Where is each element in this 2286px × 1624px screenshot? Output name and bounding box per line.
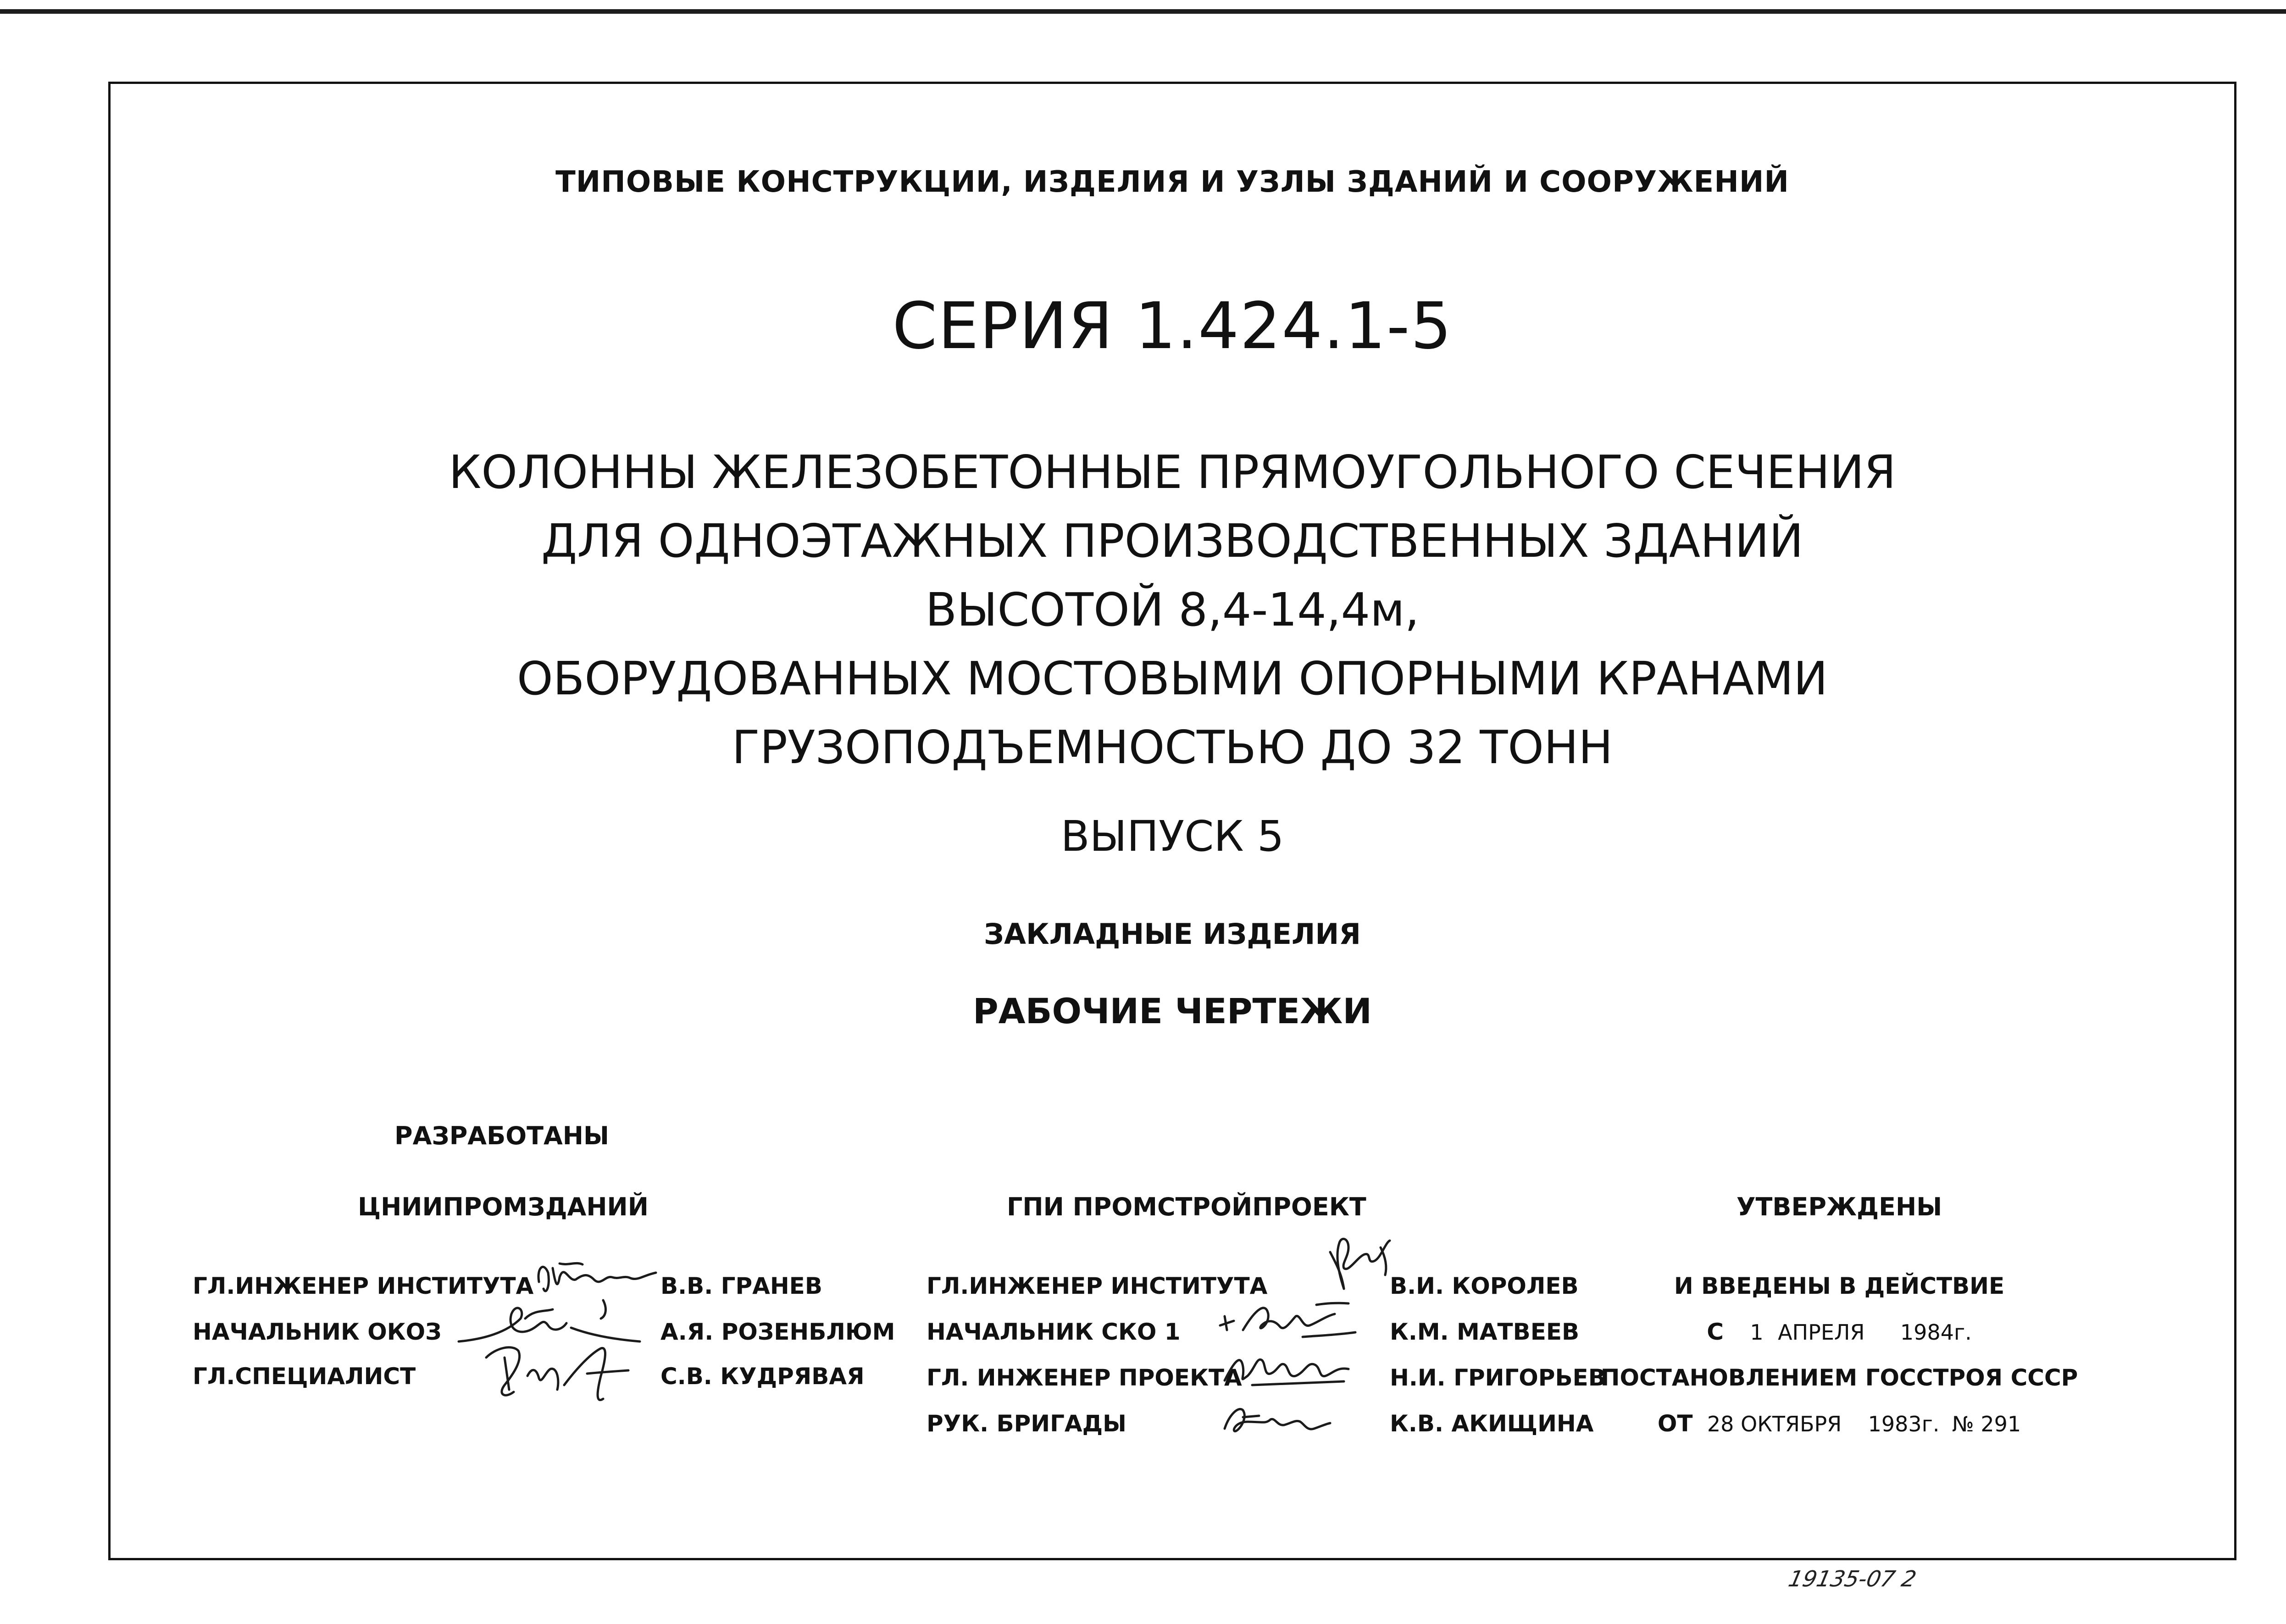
org-middle-role-3: ГЛ. ИНЖЕНЕР ПРОЕКТА — [927, 1364, 1242, 1391]
approval-line-4 — [1658, 1410, 2021, 1437]
signature-matveev — [1215, 1293, 1362, 1344]
title-line-1: КОЛОННЫ ЖЕЛЕЗОБЕТОННЫЕ ПРЯМОУГОЛЬНОГО СЕЧЕНИЯ — [449, 445, 1896, 499]
subtitle-embedded-items: ЗАКЛАДНЫЕ ИЗДЕЛИЯ — [983, 917, 1361, 951]
series-title: СЕРИЯ 1.424.1-5 — [892, 289, 1453, 364]
subtitle-working-drawings: РАБОЧИЕ ЧЕРТЕЖИ — [973, 991, 1372, 1031]
org-middle-person-4: К.В. АКИЩИНА — [1390, 1410, 1594, 1437]
approval-dated-prefix: ОТ — [1657, 1410, 1693, 1437]
title-line-2: ДЛЯ ОДНОЭТАЖНЫХ ПРОИЗВОДСТВЕННЫХ ЗДАНИЙ — [541, 514, 1803, 568]
org-left-person-2: А.Я. РОЗЕНБЛЮМ — [660, 1319, 895, 1345]
issue-number: ВЫПУСК 5 — [1060, 812, 1284, 861]
developed-label: РАЗРАБОТАНЫ — [394, 1121, 609, 1150]
signature-grigoriev — [1215, 1339, 1362, 1394]
signature-akishina — [1215, 1397, 1335, 1442]
org-middle-person-2: К.М. МАТВЕЕВ — [1390, 1319, 1580, 1345]
org-left-role-1: ГЛ.ИНЖЕНЕР ИНСТИТУТА — [193, 1273, 534, 1299]
approval-year: 1984г. — [1900, 1320, 1972, 1345]
approval-line-1: И ВВЕДЕНЫ В ДЕЙСТВИЕ — [1674, 1273, 2005, 1299]
title-line-4: ОБОРУДОВАННЫХ МОСТОВЫМИ ОПОРНЫМИ КРАНАМИ — [517, 652, 1828, 705]
org-middle-person-1: В.И. КОРОЛЕВ — [1390, 1273, 1579, 1299]
org-left-person-3: С.В. КУДРЯВАЯ — [660, 1363, 865, 1390]
org-middle-role-2: НАЧАЛЬНИК СКО 1 — [927, 1319, 1181, 1345]
org-left-name: ЦНИИПРОМЗДАНИЙ — [358, 1192, 649, 1221]
title-line-5: ГРУЗОПОДЪЕМНОСТЬЮ ДО 32 ТОНН — [732, 721, 1613, 774]
org-left-role-3: ГЛ.СПЕЦИАЛИСТ — [193, 1363, 416, 1390]
org-left-role-2: НАЧАЛЬНИК ОКОЗ — [193, 1319, 442, 1345]
signature-korolev — [1316, 1229, 1408, 1298]
approval-title: УТВЕРЖДЕНЫ — [1736, 1192, 1942, 1221]
approval-from-prefix: С — [1707, 1319, 1724, 1345]
approval-line-3: ПОСТАНОВЛЕНИЕМ ГОССТРОЯ СССР — [1600, 1364, 2078, 1391]
org-middle-role-4: РУК. БРИГАДЫ — [927, 1410, 1126, 1437]
approval-month: АПРЕЛЯ — [1778, 1320, 1865, 1345]
approval-decree-number: № 291 — [1952, 1412, 2021, 1436]
header-line: ТИПОВЫЕ КОНСТРУКЦИИ, ИЗДЕЛИЯ И УЗЛЫ ЗДАНИЙ И СООРУЖЕНИЙ — [555, 165, 1789, 199]
document-title — [108, 438, 2236, 782]
org-middle-role-1: ГЛ.ИНЖЕНЕР ИНСТИТУТА — [927, 1273, 1268, 1299]
approval-decree-year: 1983г. — [1868, 1412, 1940, 1436]
approval-line-2 — [1707, 1319, 1972, 1345]
handwritten-archive-number: 19135-07 2 — [1786, 1566, 1919, 1592]
signature-kudryavaya — [477, 1339, 651, 1408]
approval-day: 1 — [1750, 1320, 1764, 1345]
top-edge-line — [0, 9, 2286, 14]
org-middle-person-3: Н.И. ГРИГОРЬЕВ — [1390, 1364, 1606, 1391]
org-left-person-1: В.В. ГРАНЕВ — [660, 1273, 822, 1299]
title-line-3: ВЫСОТОЙ 8,4-14,4м, — [925, 583, 1420, 637]
approval-date: 28 ОКТЯБРЯ — [1707, 1412, 1842, 1436]
org-middle-name: ГПИ ПРОМСТРОЙПРОЕКТ — [1007, 1192, 1366, 1221]
